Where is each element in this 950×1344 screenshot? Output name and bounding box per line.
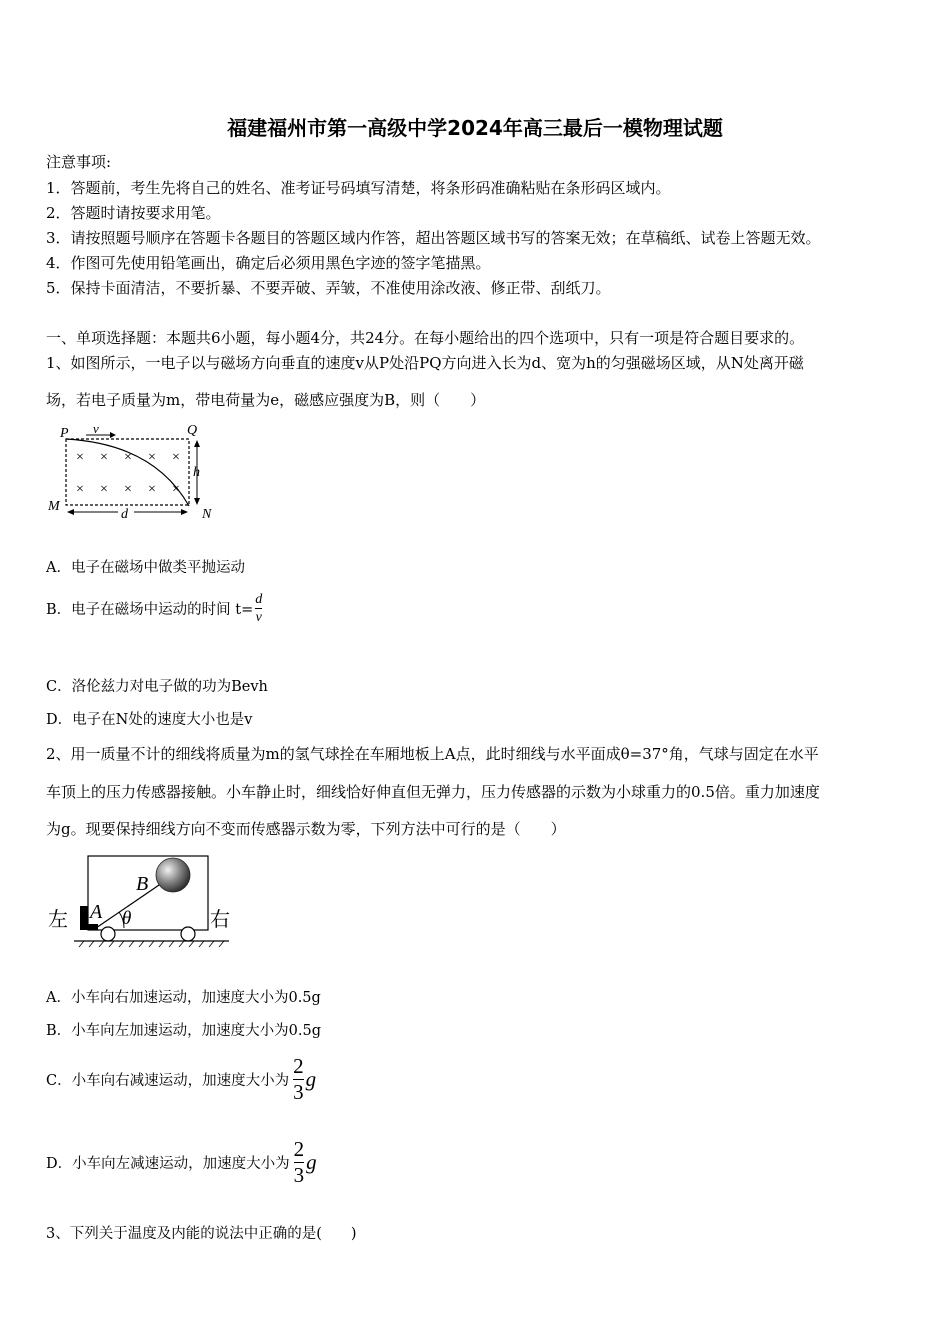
cart-wheel-right: [181, 927, 195, 941]
fraction-numerator: 2: [293, 1137, 305, 1161]
q2-option-d: [46, 1138, 317, 1187]
cross-mark: ×: [124, 482, 132, 497]
height-arrow-down: [194, 498, 200, 505]
q2-option-c: [46, 1055, 316, 1104]
width-arrow-left: [67, 509, 74, 515]
q1-option-d: D．电子在N处的速度大小也是v: [46, 712, 253, 728]
fraction-denominator: v: [255, 610, 262, 626]
cart-wheel-left: [101, 927, 115, 941]
q2-cart-balloon-figure: [44, 848, 240, 948]
velocity-arrowhead: [110, 432, 116, 438]
q2-option-d-fraction: [294, 1138, 305, 1187]
fraction-numerator: 2: [293, 1054, 304, 1078]
label-p: P: [60, 426, 69, 441]
notice-item: 5．保持卡面清洁，不要折暴、不要弄破、弄皱，不准使用涂改液、修正带、刮纸刀。: [46, 279, 611, 297]
cross-mark: ×: [148, 450, 156, 465]
q2-option-a: A．小车向右加速运动，加速度大小为0.5g: [46, 990, 321, 1006]
q1-option-c: C．洛伦兹力对电子做的功为Bevh: [46, 679, 268, 695]
gravity-symbol: g: [305, 1067, 317, 1092]
width-arrow-right: [181, 509, 188, 515]
q2-stem-line: 2、用一质量不计的细线将质量为m的氢气球拴在车厢地板上A点，此时细线与水平面成θ=37°角，气球与固定在水平: [46, 745, 819, 763]
cross-mark: ×: [148, 482, 156, 497]
label-h: h: [193, 465, 200, 480]
q1-option-b-text: B．电子在磁场中运动的时间 t=: [46, 602, 254, 619]
q2-stem-line: 车顶上的压力传感器接触。小车静止时，细线恰好伸直但无弹力，压力传感器的示数为小球重力的0.5倍。重力加速度: [46, 783, 820, 801]
q2-option-b: B．小车向左加速运动，加速度大小为0.5g: [46, 1023, 321, 1039]
label-v: v: [93, 421, 99, 436]
label-b: B: [136, 873, 149, 895]
section-heading: 一、单项选择题：本题共6小题，每小题4分，共24分。在每小题给出的四个选项中，只有一项是符合题目要求的。: [46, 329, 805, 347]
q2-option-c-text: C．小车向右减速运动，加速度大小为: [46, 1073, 290, 1090]
q1-stem-line: 1、如图所示，一电子以与磁场方向垂直的速度v从P处沿PQ方向进入长为d、宽为h的匀强磁场区域，从N处离开磁: [46, 354, 804, 372]
label-m: M: [48, 499, 60, 514]
q2-stem-line: 为g。现要保持细线方向不变而传感器示数为零，下列方法中可行的是（ ）: [46, 820, 566, 838]
q1-option-b: [46, 592, 262, 626]
q2-option-d-text: D．小车向左减速运动，加速度大小为: [46, 1156, 290, 1173]
q2-option-c-fraction: [293, 1055, 304, 1104]
notice-item: 2．答题时请按要求用笔。: [46, 204, 221, 222]
cross-mark: ×: [100, 482, 108, 497]
cross-mark: ×: [124, 450, 132, 465]
q3-stem-line: 3、下列关于温度及内能的说法中正确的是( ): [46, 1226, 357, 1242]
notice-item: 3．请按照题号顺序在答题卡各题目的答题区域内作答，超出答题区域书写的答案无效；在草稿纸、试卷上答题无效。: [46, 229, 821, 247]
fraction-denominator: 3: [293, 1163, 305, 1188]
q1-stem-line: 场，若电子质量为m，带电荷量为e，磁感应强度为B，则（ ）: [46, 391, 486, 409]
cross-mark: ×: [76, 482, 84, 497]
gravity-symbol: g: [306, 1150, 317, 1175]
label-d: d: [121, 507, 128, 522]
balloon: [156, 858, 190, 892]
label-left: 左: [48, 907, 68, 931]
label-a: A: [90, 901, 103, 923]
cross-mark: ×: [172, 482, 180, 497]
label-right: 右: [210, 907, 230, 931]
q1-magnetic-field-figure: [44, 420, 224, 524]
label-q: Q: [187, 423, 198, 438]
fraction-bar: [255, 608, 262, 609]
cross-mark: ×: [172, 450, 180, 465]
label-theta: θ: [122, 908, 132, 929]
notice-item: 4．作图可先使用铅笔画出，确定后必须用黑色字迹的签字笔描黑。: [46, 254, 491, 272]
page-title: 福建福州市第一高级中学2024年高三最后一模物理试题: [227, 116, 723, 140]
fraction-numerator: d: [255, 592, 263, 607]
cross-mark: ×: [76, 450, 84, 465]
notice-heading: 注意事项:: [46, 153, 112, 171]
height-arrow-up: [194, 440, 200, 447]
notice-item: 1．答题前，考生先将自己的姓名、准考证号码填写清楚，将条形码准确粘贴在条形码区域内。: [46, 179, 671, 197]
field-crosses: [76, 450, 180, 497]
fraction-denominator: 3: [293, 1080, 304, 1105]
label-n: N: [202, 507, 212, 522]
q1-option-a: A．电子在磁场中做类平抛运动: [46, 560, 245, 576]
ground-hatching: [79, 941, 224, 947]
q1-option-b-fraction: [255, 592, 262, 626]
cart-left-foot: [80, 924, 98, 930]
cross-mark: ×: [100, 450, 108, 465]
